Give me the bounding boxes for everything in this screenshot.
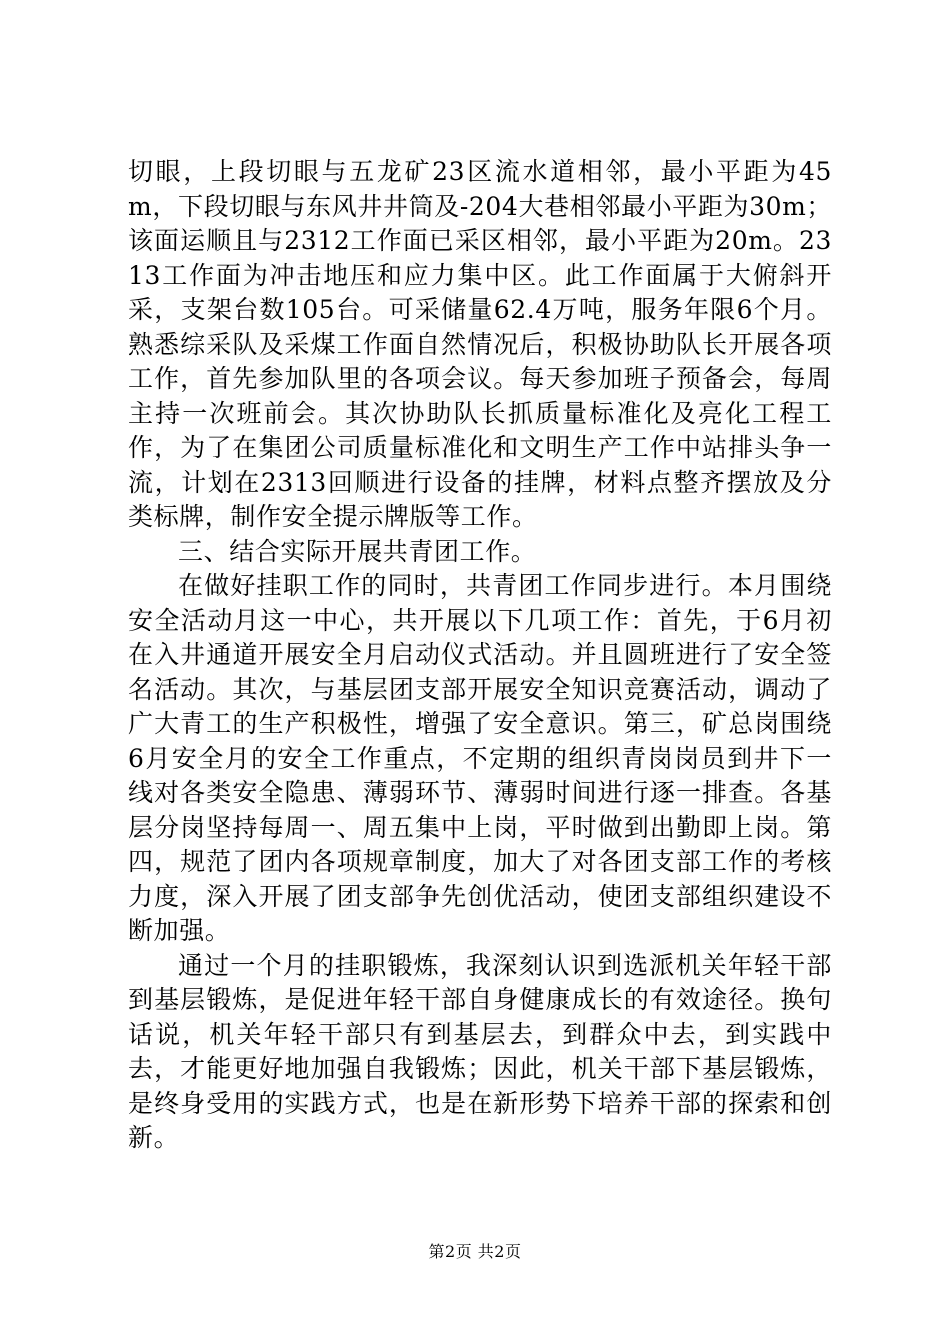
page-number-footer: 第2页 共2页 (428, 1242, 522, 1261)
document-body (128, 155, 832, 1156)
paragraph-intro-continued: 切眼，上段切眼与五龙矿23区流水道相邻，最小平距为45m，下段切眼与东风井井筒及-204大巷相邻最小平距为30m；该面运顺且与2312工作面已采区相邻，最小平距为20m。2313工作面为冲击地压和应力集中区。此工作面属于大俯斜开采，支架台数105台。可采储量62.4万吨，服务年限6个月。熟悉综采队及采煤工作面自然情况后，积极协助队长开展各项工作，首先参加队里的各项会议。每天参加班子预备会，每周主持一次班前会。其次协助队长抓质量标准化及亮化工程工作，为了在集团公司质量标准化和文明生产工作中站排头争一流，计划在2313回顺进行设备的挂牌，材料点整齐摆放及分类标牌，制作安全提示牌版等工作。 (128, 157, 832, 531)
paragraph-conclusion: 通过一个月的挂职锻炼，我深刻认识到选派机关年轻干部到基层锻炼，是促进年轻干部自身健康成长的有效途径。换句话说，机关年轻干部只有到基层去，到群众中去，到实践中去，才能更好地加强自我锻炼；因此，机关干部下基层锻炼，是终身受用的实践方式，也是在新形势下培养干部的探索和创新。 (128, 950, 832, 1152)
section-heading-youth-league: 三、结合实际开展共青团工作。 (178, 536, 537, 566)
paragraph-youth-league-work: 在做好挂职工作的同时，共青团工作同步进行。本月围绕安全活动月这一中心，共开展以下几项工作：首先，于6月初在入井通道开展安全月启动仪式活动。并且圆班进行了安全签名活动。其次，与基层团支部开展安全知识竞赛活动，调动了广大青工的生产积极性，增强了安全意识。第三，矿总岗围绕6月安全月的安全工作重点，不定期的组织青岗岗员到井下一线对各类安全隐患、薄弱环节、薄弱时间进行逐一排查。各基层分岗坚持每周一、周五集中上岗，平时做到出勤即上岗。第四，规范了团内各项规章制度，加大了对各团支部工作的考核力度，深入开展了团支部争先创优活动，使团支部组织建设不断加强。 (128, 571, 832, 945)
